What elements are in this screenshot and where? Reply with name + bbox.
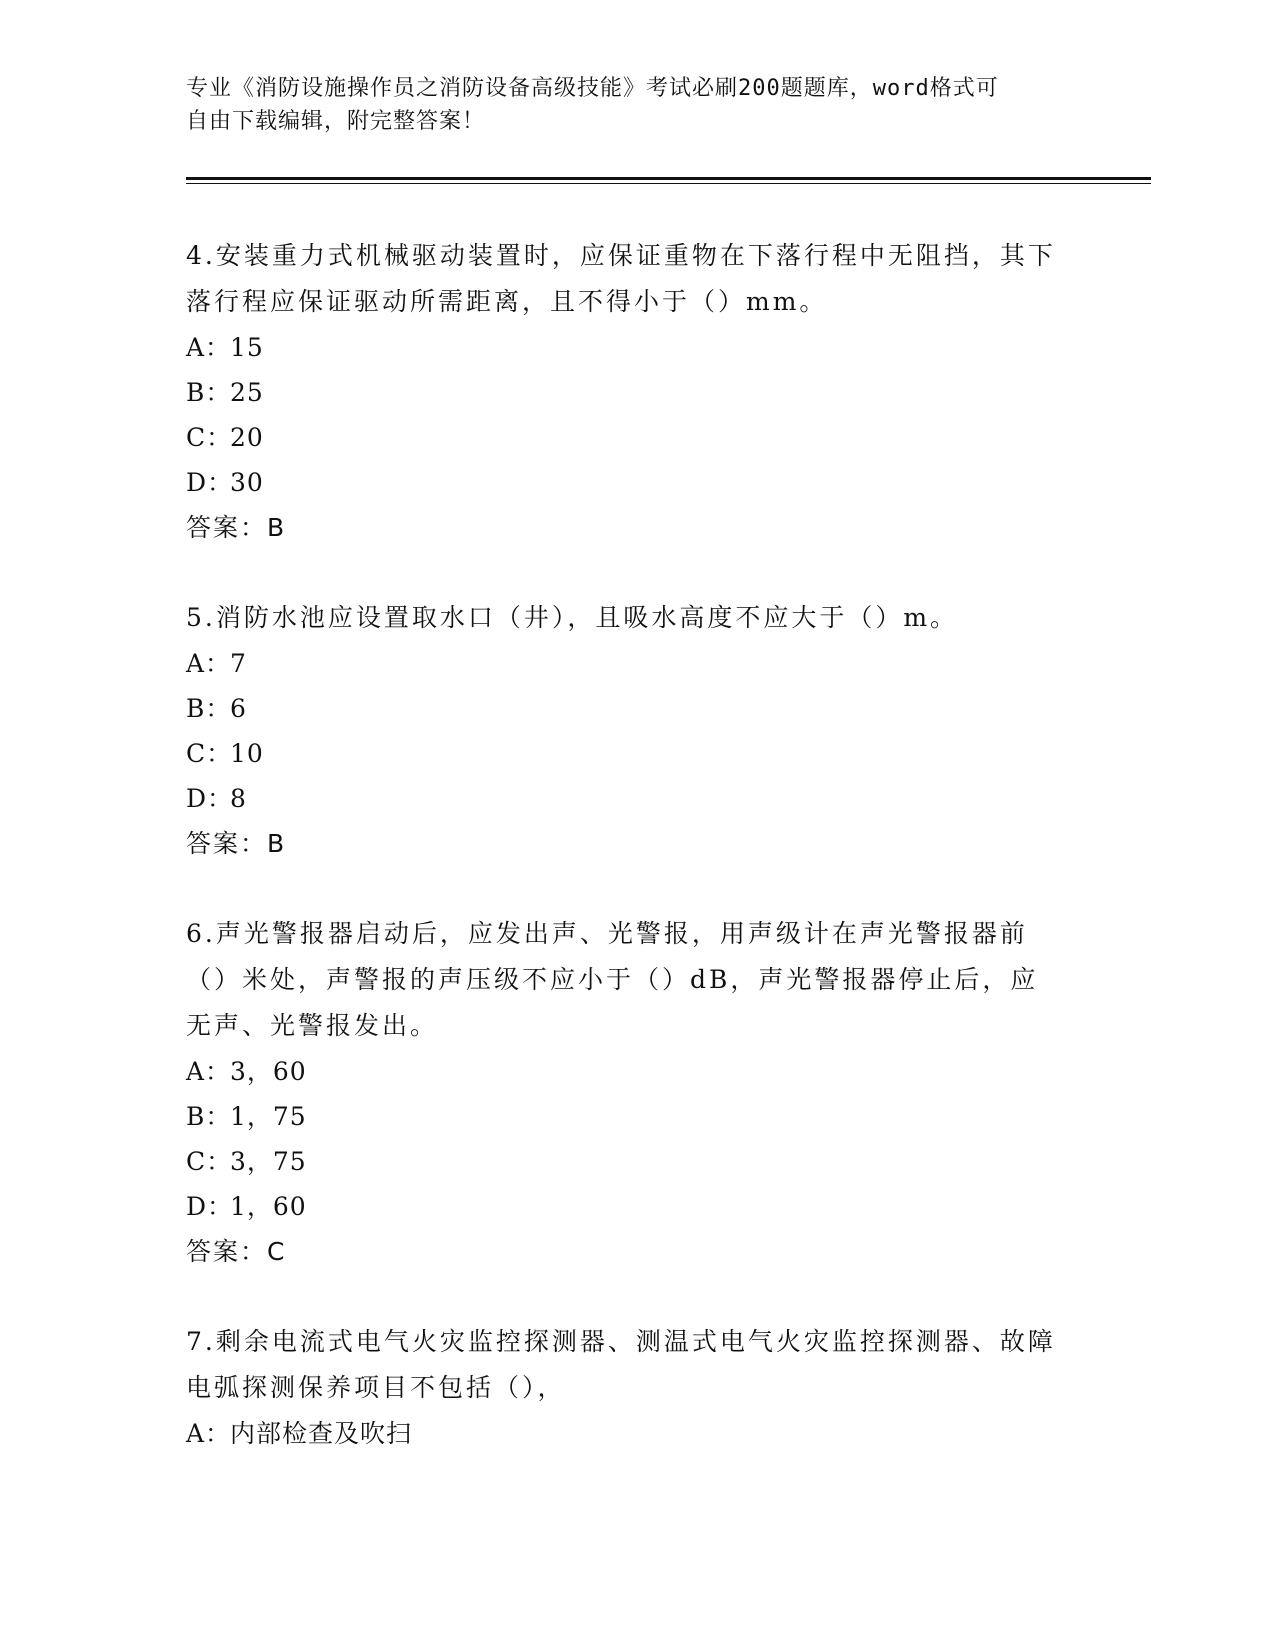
option-b <box>186 370 1066 415</box>
option-value: 6 <box>230 694 247 723</box>
answer-value: C <box>267 1237 287 1266</box>
option-letter: D： <box>186 784 234 813</box>
question-4 <box>186 233 1066 550</box>
answer-value: B <box>267 513 287 542</box>
option-value: 20 <box>230 423 264 452</box>
answer-label: 答案： <box>186 829 268 858</box>
option-d <box>186 1184 1066 1229</box>
option-letter: A： <box>186 333 232 362</box>
option-b <box>186 1094 1066 1139</box>
option-value: 30 <box>230 468 264 497</box>
option-letter: B： <box>186 1102 232 1131</box>
option-letter: A： <box>186 649 232 678</box>
document-header <box>186 72 1086 138</box>
answer-line <box>186 1229 1066 1274</box>
option-a <box>186 325 1066 370</box>
option-letter: D： <box>186 1192 234 1221</box>
option-a <box>186 1411 1066 1456</box>
option-a <box>186 641 1066 686</box>
question-text: 5.消防水池应设置取水口（井），且吸水高度不应大于（）m。 <box>186 603 959 632</box>
option-value: 3，60 <box>230 1057 307 1086</box>
option-value: 1，75 <box>230 1102 307 1131</box>
question-text: 6.声光警报器启动后，应发出声、光警报，用声级计在声光警报器前（）米处，声警报的声压级不应小于（）dB，声光警报器停止后，应无声、光警报发出。 <box>186 919 1039 1040</box>
option-letter: C： <box>186 739 233 768</box>
option-value: 内部检查及吹扫 <box>230 1419 413 1448</box>
option-value: 25 <box>230 378 264 407</box>
option-letter: D： <box>186 468 234 497</box>
option-value: 3，75 <box>230 1147 307 1176</box>
option-letter: B： <box>186 694 232 723</box>
option-c <box>186 731 1066 776</box>
question-5 <box>186 595 1066 866</box>
answer-line <box>186 505 1066 550</box>
question-text: 7.剩余电流式电气火灾监控探测器、测温式电气火灾监控探测器、故障电弧探测保养项目不包括（）， <box>186 1327 1056 1402</box>
question-7 <box>186 1319 1066 1456</box>
option-value: 8 <box>230 784 247 813</box>
option-value: 15 <box>230 333 264 362</box>
option-letter: A： <box>186 1057 232 1086</box>
option-letter: B： <box>186 378 232 407</box>
question-6 <box>186 911 1066 1274</box>
option-d <box>186 460 1066 505</box>
answer-value: B <box>267 829 287 858</box>
option-letter: A： <box>186 1419 232 1448</box>
option-letter: C： <box>186 1147 233 1176</box>
header-line-2: 自由下载编辑，附完整答案！ <box>186 109 486 134</box>
question-list <box>186 233 1066 1501</box>
option-c <box>186 415 1066 460</box>
option-letter: C： <box>186 423 233 452</box>
option-value: 7 <box>230 649 247 678</box>
header-divider-thick <box>186 177 1151 180</box>
option-value: 1，60 <box>230 1192 307 1221</box>
question-text: 4.安装重力式机械驱动装置时，应保证重物在下落行程中无阻挡，其下落行程应保证驱动所需距离，且不得小于（）mm。 <box>186 241 1056 316</box>
answer-line <box>186 821 1066 866</box>
option-c <box>186 1139 1066 1184</box>
answer-label: 答案： <box>186 1237 268 1266</box>
option-value: 10 <box>230 739 264 768</box>
option-b <box>186 686 1066 731</box>
header-line-1: 专业《消防设施操作员之消防设备高级技能》考试必刷200题题库，word格式可 <box>186 76 999 101</box>
option-d <box>186 776 1066 821</box>
option-a <box>186 1049 1066 1094</box>
answer-label: 答案： <box>186 513 268 542</box>
header-divider-thin <box>186 183 1151 184</box>
